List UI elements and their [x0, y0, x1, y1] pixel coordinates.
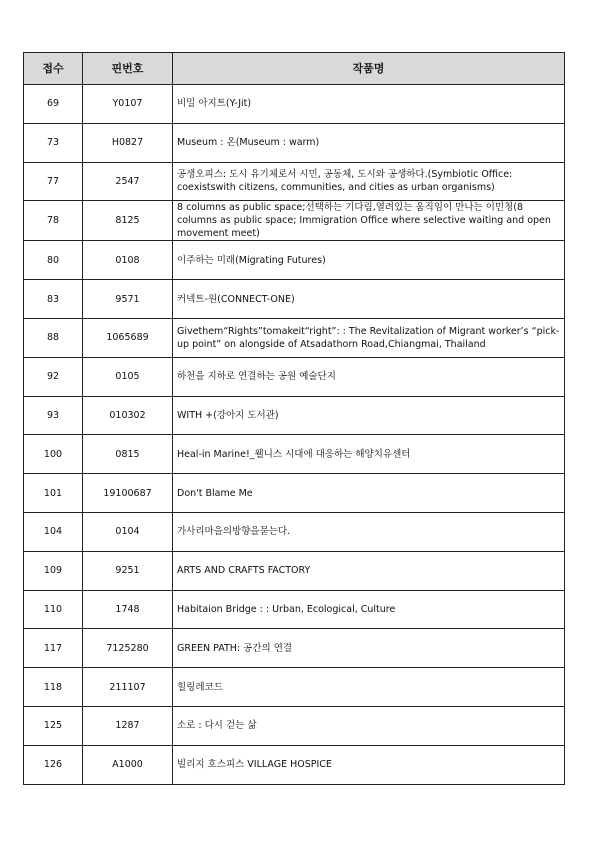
title-cell: GREEN PATH: 공간의 연결: [173, 629, 565, 668]
entry-no-cell: 101: [24, 474, 83, 513]
pin-no-cell: A1000: [83, 745, 173, 784]
table-row: [24, 512, 565, 551]
header-entry-no: 접수: [24, 53, 83, 85]
entries-table: [23, 52, 565, 785]
table-row: [24, 668, 565, 707]
pin-no-cell: 8125: [83, 201, 173, 241]
title-cell: 소로 : 다시 걷는 삶: [173, 706, 565, 745]
title-cell: ARTS AND CRAFTS FACTORY: [173, 551, 565, 590]
table-row: [24, 201, 565, 241]
title-cell: 하천을 지하로 연결하는 공원 예술단지: [173, 357, 565, 396]
table-row: [24, 474, 565, 513]
table-row: [24, 706, 565, 745]
title-cell: 가사리마을의방향을묻는다.: [173, 512, 565, 551]
table-body: [24, 85, 565, 785]
pin-no-cell: 010302: [83, 396, 173, 435]
entry-no-cell: 73: [24, 123, 83, 162]
pin-no-cell: 1065689: [83, 318, 173, 357]
title-cell: 비밀 아지트(Y-Jit): [173, 85, 565, 124]
title-cell: Don't Blame Me: [173, 474, 565, 513]
entry-no-cell: 77: [24, 162, 83, 201]
header-title: 작품명: [173, 53, 565, 85]
pin-no-cell: 0815: [83, 435, 173, 474]
header-row: [24, 53, 565, 85]
pin-no-cell: 0104: [83, 512, 173, 551]
pin-no-cell: 1287: [83, 706, 173, 745]
pin-no-cell: Y0107: [83, 85, 173, 124]
header-pin-no: 핀번호: [83, 53, 173, 85]
title-cell: Habitaion Bridge : : Urban, Ecological, Culture: [173, 590, 565, 629]
title-cell: 이주하는 미래(Migrating Futures): [173, 241, 565, 280]
entry-no-cell: 78: [24, 201, 83, 241]
table-row: [24, 551, 565, 590]
entry-no-cell: 104: [24, 512, 83, 551]
table-row: [24, 123, 565, 162]
entry-no-cell: 100: [24, 435, 83, 474]
table-row: [24, 396, 565, 435]
table-row: [24, 162, 565, 201]
title-cell: 8 columns as public space;선택하는 기다림,열려있는 움직임이 만나는 이민청(8 columns as public space; Immigration Office where selective waiting and open movement meet): [173, 201, 565, 241]
title-cell: WITH +(강아지 도서관): [173, 396, 565, 435]
entry-no-cell: 109: [24, 551, 83, 590]
entry-no-cell: 118: [24, 668, 83, 707]
title-cell: Heal-in Marine!_웰니스 시대에 대응하는 해양치유센터: [173, 435, 565, 474]
table-row: [24, 629, 565, 668]
pin-no-cell: 0108: [83, 241, 173, 280]
entry-no-cell: 117: [24, 629, 83, 668]
table-row: [24, 435, 565, 474]
pin-no-cell: 0105: [83, 357, 173, 396]
pin-no-cell: 19100687: [83, 474, 173, 513]
entry-no-cell: 88: [24, 318, 83, 357]
table-row: [24, 318, 565, 357]
pin-no-cell: 9251: [83, 551, 173, 590]
title-cell: 커넥트-원(CONNECT-ONE): [173, 280, 565, 319]
table-row: [24, 85, 565, 124]
pin-no-cell: 2547: [83, 162, 173, 201]
entry-no-cell: 126: [24, 745, 83, 784]
entry-no-cell: 69: [24, 85, 83, 124]
pin-no-cell: 7125280: [83, 629, 173, 668]
pin-no-cell: H0827: [83, 123, 173, 162]
pin-no-cell: 1748: [83, 590, 173, 629]
title-cell: 공생오피스: 도시 유기체로서 시민, 공동체, 도시와 공생하다.(Symbiotic Office: coexistswith citizens, communities, and cities as urban organisms): [173, 162, 565, 201]
pin-no-cell: 9571: [83, 280, 173, 319]
table-row: [24, 241, 565, 280]
entry-no-cell: 93: [24, 396, 83, 435]
entry-no-cell: 110: [24, 590, 83, 629]
entry-no-cell: 92: [24, 357, 83, 396]
entry-no-cell: 125: [24, 706, 83, 745]
title-cell: Givethem“Rights”tomakeit“right”: : The Revitalization of Migrant worker’s “pick-up point” on alongside of Atsadathorn Road,Chiangmai, Thailand: [173, 318, 565, 357]
title-cell: 힐링레코드: [173, 668, 565, 707]
title-cell: Museum : 온(Museum : warm): [173, 123, 565, 162]
table-row: [24, 357, 565, 396]
table-row: [24, 280, 565, 319]
table-row: [24, 590, 565, 629]
pin-no-cell: 211107: [83, 668, 173, 707]
title-cell: 빌리지 호스피스 VILLAGE HOSPICE: [173, 745, 565, 784]
entry-no-cell: 83: [24, 280, 83, 319]
entry-no-cell: 80: [24, 241, 83, 280]
table-row: [24, 745, 565, 784]
